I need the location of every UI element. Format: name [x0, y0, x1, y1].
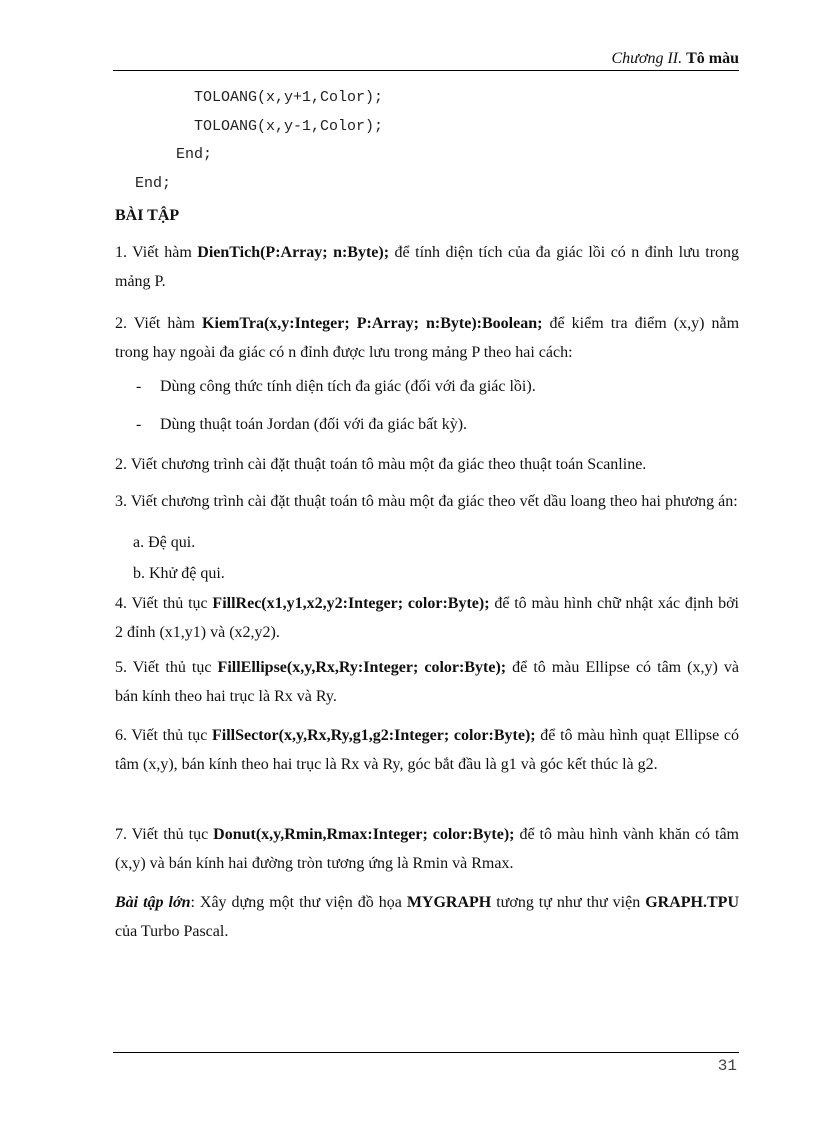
- code-line: TOLOANG(x,y+1,Color);: [194, 89, 384, 106]
- sub-item: b. Khử đệ qui.: [133, 565, 225, 582]
- chapter-title: Tô màu: [686, 50, 739, 67]
- big-exercise: Bài tập lớn: Xây dựng một thư viện đồ họa MYGRAPH tương tự như thư viện GRAPH.TPU của Turbo Pascal.: [115, 894, 739, 940]
- exercise-3: 3. Viết chương trình cài đặt thuật toán tô màu một đa giác theo vết dầu loang theo hai phương án:: [115, 493, 738, 510]
- exercise-2: 2. Viết hàm KiemTra(x,y:Integer; P:Array; n:Byte):Boolean; để kiểm tra điểm (x,y) nằm trong hay ngoài đa giác có n đỉnh được lưu trong mảng P theo hai cách:: [115, 315, 740, 361]
- exercise-2b: 2. Viết chương trình cài đặt thuật toán tô màu một đa giác theo thuật toán Scanline.: [115, 456, 647, 473]
- page-number: 31: [717, 1057, 737, 1075]
- code-line: TOLOANG(x,y-1,Color);: [194, 118, 384, 135]
- list-item: - Dùng công thức tính diện tích đa giác (đối với đa giác lồi).: [136, 378, 536, 395]
- code-line: End;: [135, 175, 172, 192]
- header-rule: [113, 70, 739, 71]
- code-line: End;: [176, 146, 213, 163]
- list-item: - Dùng thuật toán Jordan (đối với đa giác bất kỳ).: [136, 416, 468, 433]
- exercise-7: 7. Viết thủ tục Donut(x,y,Rmin,Rmax:Integer; color:Byte); để tô màu hình vành khăn có tâm (x,y) và bán kính hai đường tròn tương ứng là Rmin và Rmax.: [115, 826, 739, 872]
- exercise-1: 1. Viết hàm DienTich(P:Array; n:Byte); để tính diện tích của đa giác lồi có n đỉnh lưu trong mảng P.: [115, 244, 740, 290]
- footer-rule: [113, 1052, 739, 1053]
- exercise-6: 6. Viết thủ tục FillSector(x,y,Rx,Ry,g1,g2:Integer; color:Byte); để tô màu hình quạt Ellipse có tâm (x,y), bán kính theo hai trục là Rx và Ry, góc bắt đầu là g1 và góc kết thúc là g2.: [115, 727, 740, 773]
- section-title: BÀI TẬP: [115, 207, 180, 224]
- exercise-4: 4. Viết thủ tục FillRec(x1,y1,x2,y2:Integer; color:Byte); để tô màu hình chữ nhật xác định bởi 2 đỉnh (x1,y1) và (x2,y2).: [115, 595, 739, 641]
- chapter-label: Chương II.: [611, 50, 683, 67]
- page-header: [113, 50, 739, 68]
- exercise-5: 5. Viết thủ tục FillEllipse(x,y,Rx,Ry:Integer; color:Byte); để tô màu Ellipse có tâm (x,y) và bán kính theo hai trục là Rx và Ry.: [115, 659, 740, 705]
- sub-item: a. Đệ qui.: [133, 534, 196, 551]
